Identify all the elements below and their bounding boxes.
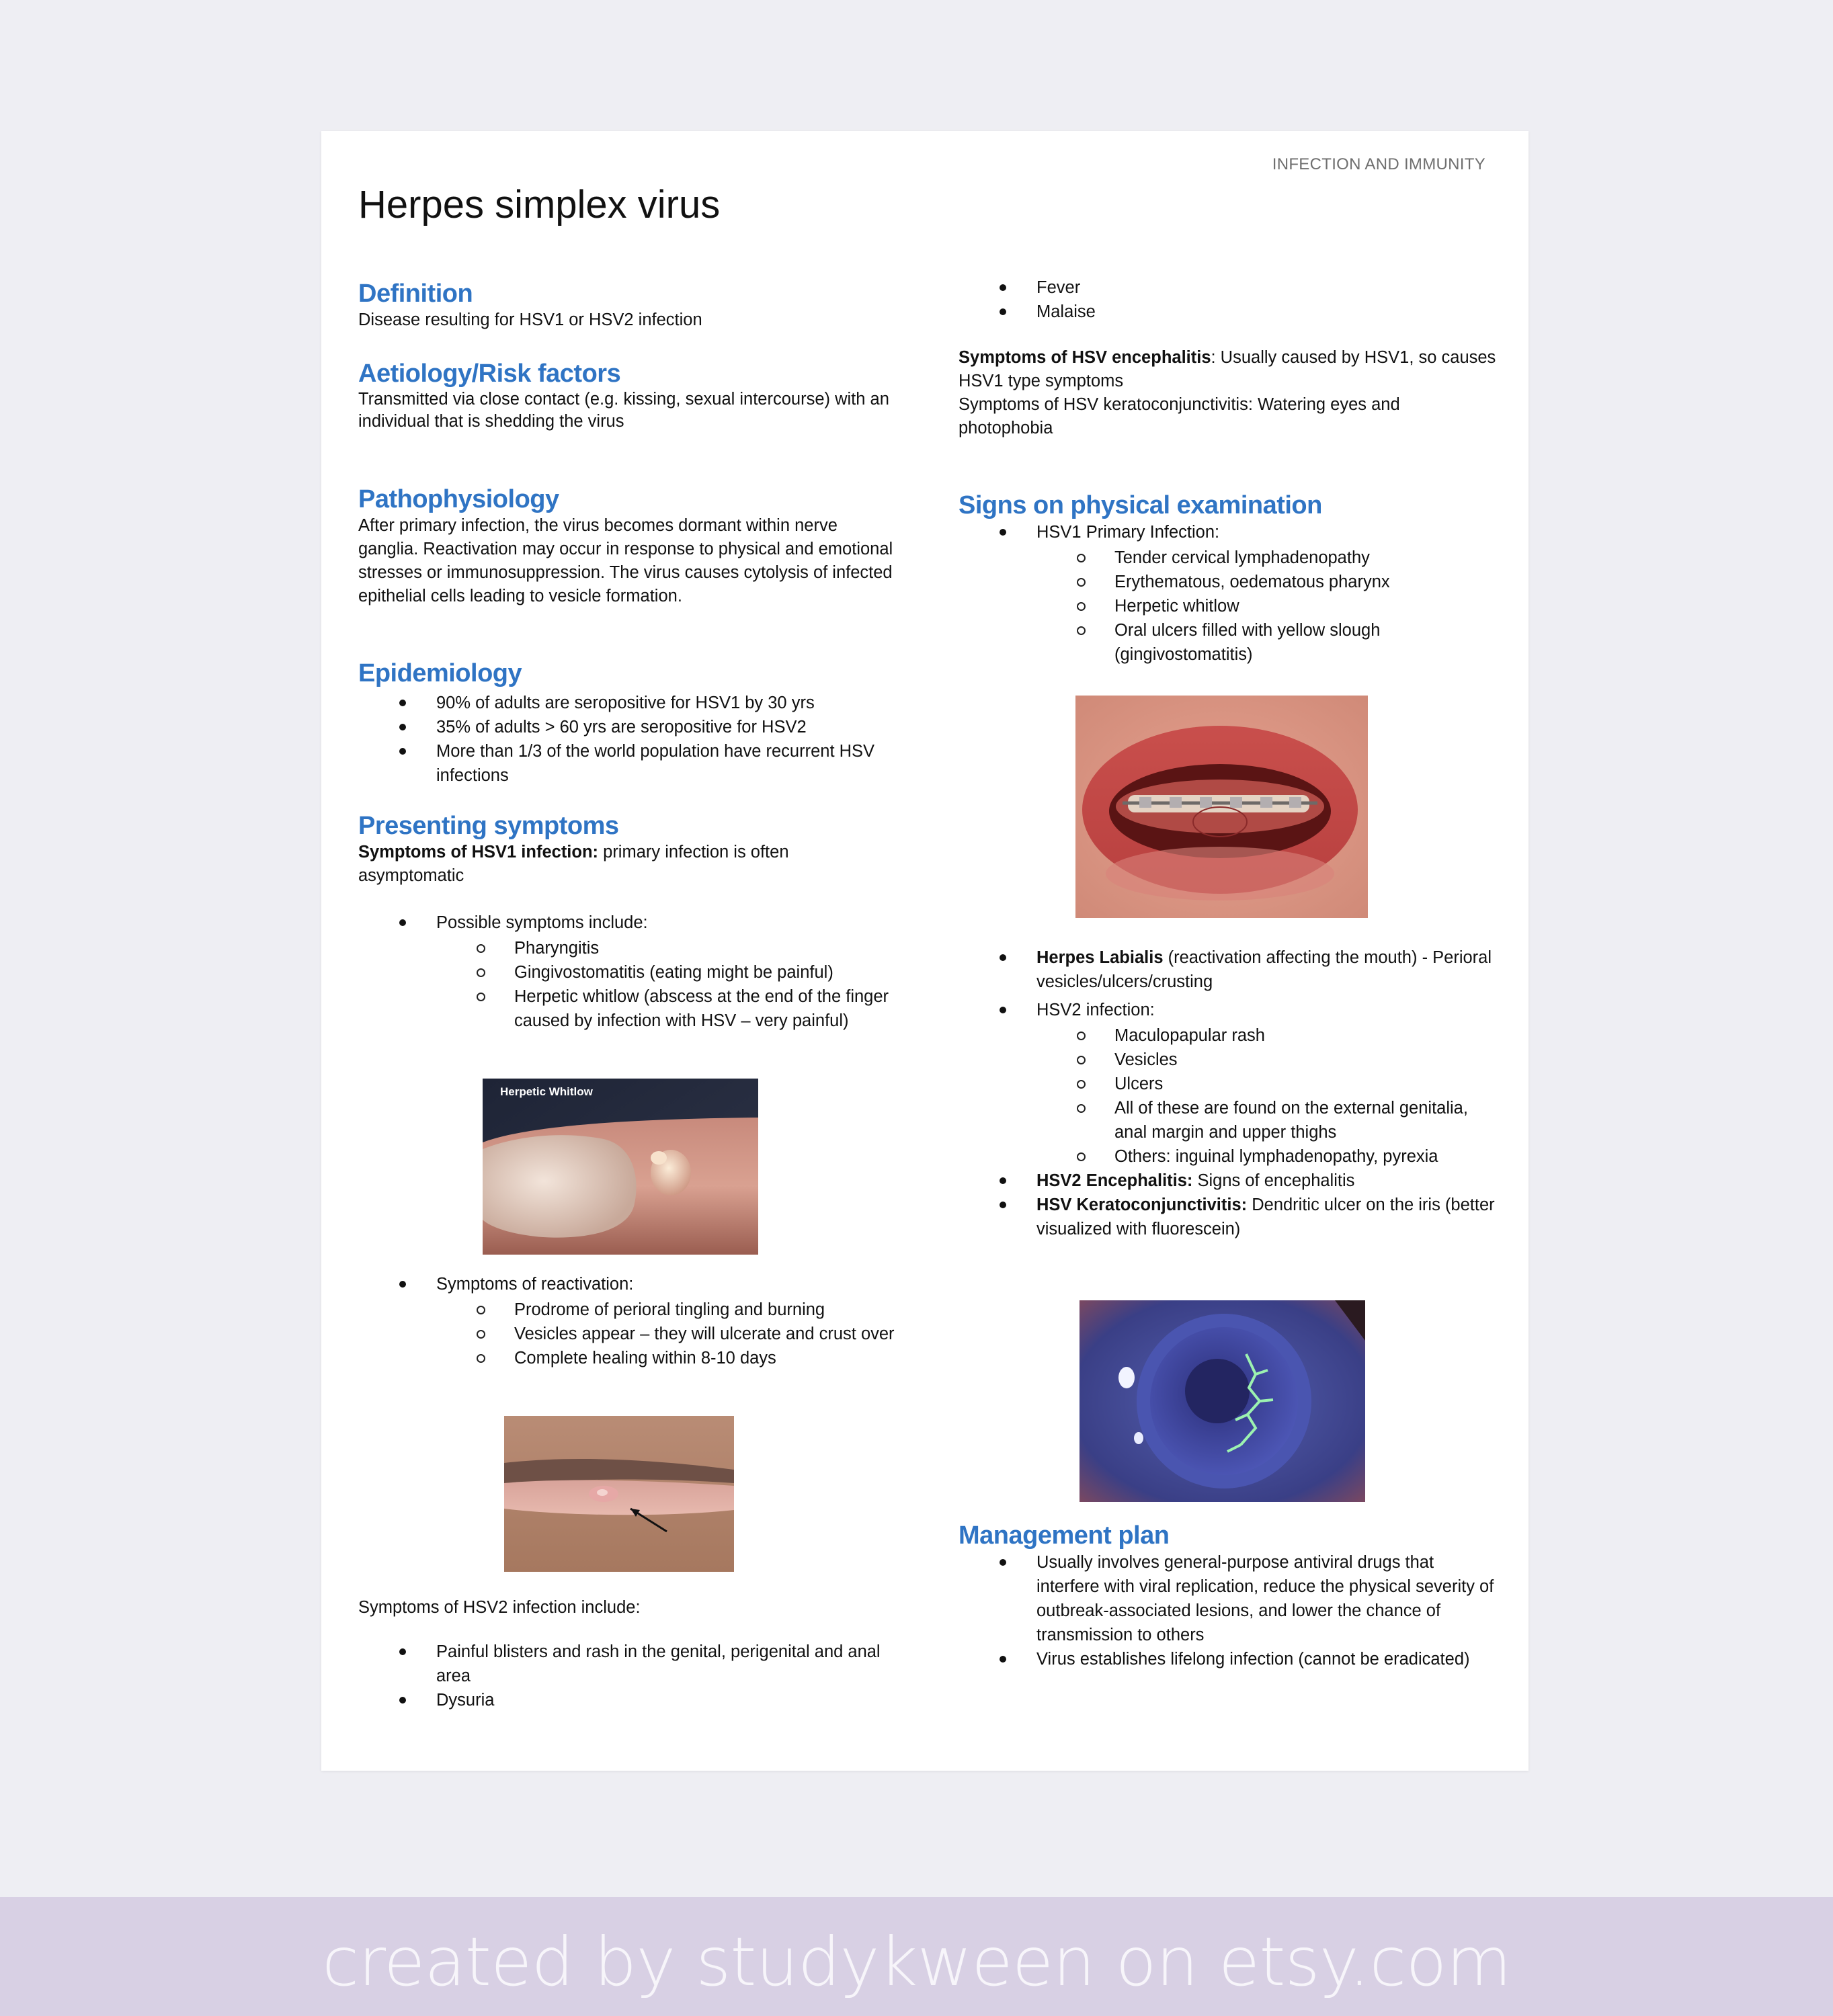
herpetic-whitlow-image (483, 1079, 758, 1255)
hsv2-symptoms-section (358, 1596, 896, 1712)
epidemiology-list (358, 691, 896, 788)
list-item: Vesicles (1036, 1048, 1496, 1072)
list-item: More than 1/3 of the world population have recurrent HSV infections (358, 739, 896, 788)
list-item: Dysuria (358, 1688, 896, 1712)
list-item: Gingivostomatitis (eating might be painful) (436, 960, 896, 984)
list-item: All of these are found on the external genitalia, anal margin and upper thighs (1036, 1096, 1496, 1144)
gingivostomatitis-image (1075, 696, 1368, 918)
hsv2-symptoms-continued (959, 276, 1496, 324)
signs-list (959, 946, 1496, 1241)
footer-watermark-text: created by studykween on etsy.com (322, 1923, 1511, 2001)
document-page (321, 131, 1529, 1771)
list-item: HSV2 Encephalitis: Signs of encephalitis (959, 1169, 1496, 1193)
hsv2-symptoms-intro: Symptoms of HSV2 infection include: (358, 1598, 641, 1617)
list-item: Possible symptoms include: Pharyngitis Gingivostomatitis (eating might be painful) Herpetic whitlow (abscess at the end of the finger caused by infection with HSV – very painful) (358, 911, 896, 1033)
encephalitis-symptoms-text: Symptoms of HSV encephalitis: Usually caused by HSV1, so causes HSV1 type symptoms (959, 348, 1496, 390)
list-item: 90% of adults are seropositive for HSV1 by 30 yrs (358, 691, 896, 715)
management-list (959, 1550, 1496, 1671)
list-item: Virus establishes lifelong infection (cannot be eradicated) (959, 1647, 1496, 1671)
list-item: HSV1 Primary Infection: Tender cervical lymphadenopathy Erythematous, oedematous pharynx Herpetic whitlow Oral ulcers filled with yellow slough (gingivostomatitis) (959, 520, 1496, 667)
hsv1-symptoms-text: Symptoms of HSV1 infection: primary infection is often asymptomatic (358, 843, 789, 885)
management-heading: Management plan (959, 1521, 1170, 1550)
signs-hsv2-sublist (1036, 1023, 1496, 1169)
signs-hsv1-list (959, 520, 1496, 667)
definition-section (358, 279, 896, 332)
list-item: Malaise (959, 300, 1496, 324)
pathophysiology-text: After primary infection, the virus becomes dormant within nerve ganglia. Reactivation may occur in response to physical and emotional stresses or immunosuppression. The virus causes cytolysis of infected epithelial cells leading to vesicle formation. (358, 516, 893, 605)
list-item: Herpetic whitlow (1036, 594, 1496, 618)
signs-heading: Signs on physical examination (959, 491, 1322, 519)
encephalitis-kerato-symptoms (959, 346, 1496, 440)
list-item: Maculopapular rash (1036, 1023, 1496, 1048)
list-item: Others: inguinal lymphadenopathy, pyrexia (1036, 1144, 1496, 1169)
list-item: Painful blisters and rash in the genital, perigenital and anal area (358, 1640, 896, 1688)
category-label: INFECTION AND IMMUNITY (1272, 155, 1485, 173)
list-item: Ulcers (1036, 1072, 1496, 1096)
footer-banner (0, 1897, 1833, 2016)
keratoconjunctivitis-symptoms-text: Symptoms of HSV keratoconjunctivitis: Watering eyes and photophobia (959, 395, 1400, 437)
signs-continued (959, 946, 1496, 1241)
hsv1-symptoms-label: Symptoms of HSV1 infection: (358, 843, 599, 862)
list-item: Pharyngitis (436, 936, 896, 960)
list-item: 35% of adults > 60 yrs are seropositive for HSV2 (358, 715, 896, 739)
signs-section (959, 491, 1496, 667)
list-item: HSV2 infection: Maculopapular rash Vesicles Ulcers All of these are found on the external genitalia, anal margin and upper thighs Others: inguinal lymphadenopathy, pyrexia (959, 998, 1496, 1169)
presenting-section (358, 811, 896, 1033)
reactivation-sublist (436, 1298, 896, 1370)
lip-lesion-image (504, 1416, 734, 1572)
epidemiology-section (358, 659, 896, 788)
page-title: Herpes simplex virus (358, 183, 721, 226)
list-item: Complete healing within 8-10 days (436, 1346, 896, 1370)
hsv2-symptoms-list (358, 1640, 896, 1712)
list-item: Vesicles appear – they will ulcerate and crust over (436, 1322, 896, 1346)
aetiology-section (358, 359, 896, 433)
possible-symptoms-sublist (436, 936, 896, 1033)
definition-text: Disease resulting for HSV1 or HSV2 infection (358, 310, 702, 329)
list-item: Herpetic whitlow (abscess at the end of the finger caused by infection with HSV – very painful) (436, 984, 896, 1033)
list-item: Prodrome of perioral tingling and burning (436, 1298, 896, 1322)
hsv2-symptoms-list-continued (959, 276, 1496, 324)
signs-hsv1-sublist (1036, 546, 1496, 667)
dendritic-ulcer-eye-image (1080, 1300, 1365, 1502)
aetiology-heading: Aetiology/Risk factors (358, 360, 621, 388)
pathophysiology-heading: Pathophysiology (358, 485, 559, 513)
pathophysiology-section (358, 485, 896, 608)
list-item: HSV Keratoconjunctivitis: Dendritic ulcer on the iris (better visualized with fluorescein) (959, 1193, 1496, 1241)
definition-heading: Definition (358, 280, 473, 308)
list-item: Erythematous, oedematous pharynx (1036, 570, 1496, 594)
list-item: Usually involves general-purpose antiviral drugs that interfere with viral replication, reduce the physical severity of outbreak-associated lesions, and lower the chance of transmission to others (959, 1550, 1496, 1647)
list-item: Fever (959, 276, 1496, 300)
list-item: Oral ulcers filled with yellow slough (gingivostomatitis) (1036, 618, 1496, 667)
list-item: Tender cervical lymphadenopathy (1036, 546, 1496, 570)
aetiology-text: Transmitted via close contact (e.g. kissing, sexual intercourse) with an individual that is shedding the virus (358, 390, 889, 431)
presenting-heading: Presenting symptoms (358, 812, 619, 840)
list-item: Symptoms of reactivation: Prodrome of perioral tingling and burning Vesicles appear – they will ulcerate and crust over Complete healing within 8-10 days (358, 1272, 896, 1370)
image-caption: Herpetic Whitlow (500, 1085, 593, 1098)
list-item: Herpes Labialis (reactivation affecting the mouth) - Perioral vesicles/ulcers/crusting (959, 946, 1496, 994)
management-section (959, 1521, 1496, 1671)
reactivation-list (358, 1272, 896, 1370)
reactivation-section (358, 1272, 896, 1370)
possible-symptoms-list (358, 911, 896, 1033)
epidemiology-heading: Epidemiology (358, 659, 522, 687)
